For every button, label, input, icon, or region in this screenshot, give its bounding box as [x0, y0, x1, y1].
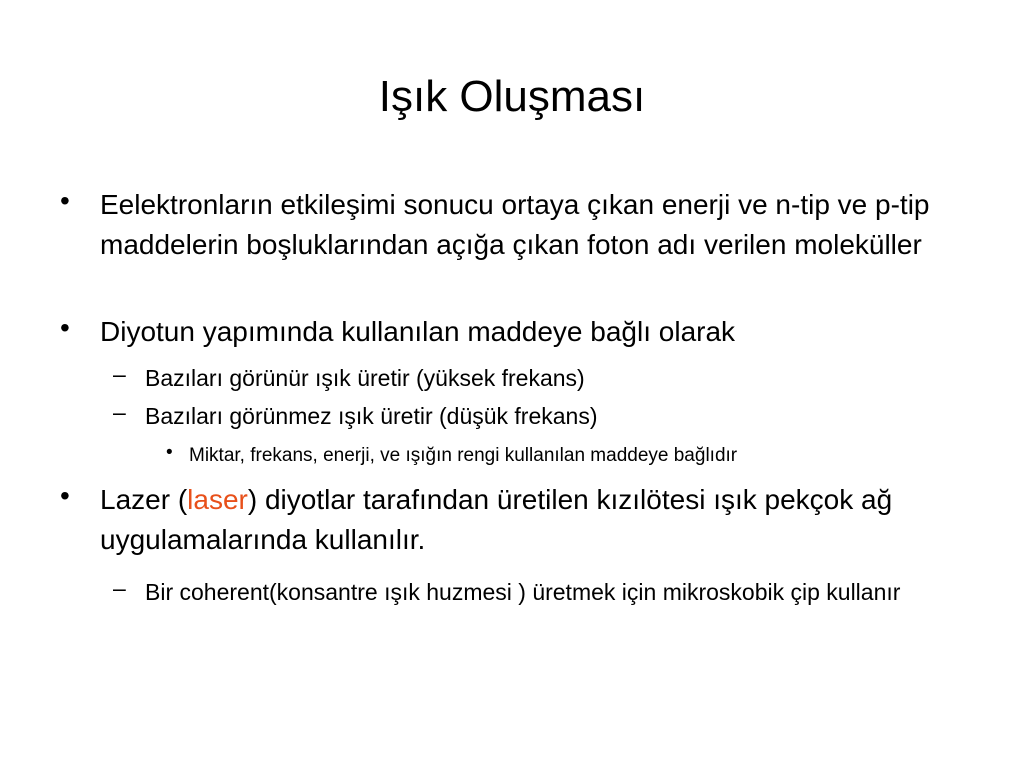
- sub-bullet-marker: –: [113, 399, 126, 425]
- bullet-text: Eelektronların etkileşimi sonucu ortaya çıkan enerji ve n-tip ve p-tip maddelerin boşluklarından açığa çıkan foton adı verilen moleküller: [100, 189, 930, 260]
- sub-bullet-text: Bazıları görünmez ışık üretir (düşük frekans): [145, 403, 598, 429]
- sub-bullet-text: Bir coherent(konsantre ışık huzmesi ) üretmek için mikroskobik çip kullanır: [145, 579, 901, 605]
- bullet-marker: •: [60, 312, 70, 343]
- slide-title: Işık Oluşması: [378, 72, 646, 121]
- bullet-text-part: Lazer (: [100, 484, 188, 515]
- sub-bullet-marker: –: [113, 361, 126, 387]
- sub-bullet-text: Bazıları görünür ışık üretir (yüksek frekans): [145, 365, 585, 391]
- bullet-text-part: ) diyotlar tarafından üretilen kızılötesi ışık pekçok ağ uygulamalarında kullanılır.: [100, 484, 893, 555]
- bullet-marker: •: [60, 185, 70, 216]
- bullet-marker: •: [60, 480, 70, 511]
- bullet-text: [100, 480, 1000, 560]
- sub-sub-bullet-marker: •: [166, 442, 173, 463]
- bullet-text: Diyotun yapımında kullanılan maddeye bağlı olarak: [100, 316, 736, 347]
- sub-bullet-marker: –: [113, 575, 126, 601]
- sub-sub-bullet-text: Miktar, frekans, enerji, ve ışığın rengi kullanılan maddeye bağlıdır: [189, 445, 738, 466]
- highlighted-word: laser: [187, 484, 248, 515]
